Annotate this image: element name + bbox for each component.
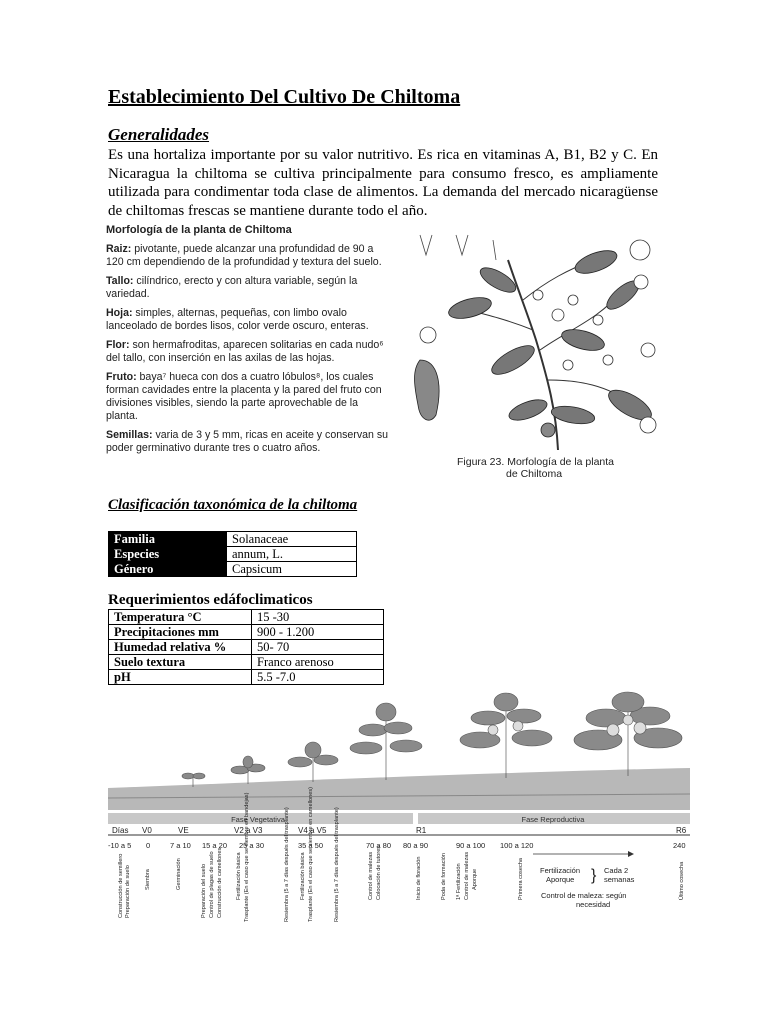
svg-text:Aporque: Aporque — [546, 875, 575, 884]
svg-text:1ª Fertilización: 1ª Fertilización — [456, 863, 462, 900]
figure-caption: Figura 23. Morfología de la planta de Chiltoma — [457, 456, 615, 480]
svg-text:Primera cosecha: Primera cosecha — [518, 858, 524, 900]
svg-text:80 a 90: 80 a 90 — [403, 841, 429, 850]
morph-item-tallo: Tallo: cilíndrico, erecto y con altura variable, según la variedad. — [106, 275, 358, 300]
svg-text:Fertilización básica: Fertilización básica — [236, 852, 242, 900]
fase-vegetativa-label: Fase Vegetativa — [231, 815, 285, 824]
svg-text:Trasplante (En el caso que se: Trasplante (En el caso que se siembre en camellones) — [308, 786, 314, 922]
crop-stages-diagram — [108, 690, 690, 930]
svg-text:-10 a 5: -10 a 5 — [108, 841, 132, 850]
svg-text:Poda de formación: Poda de formación — [441, 853, 447, 900]
svg-text:VE: VE — [178, 826, 189, 835]
svg-text:R6: R6 — [676, 826, 687, 835]
generalidades-paragraph: Es una hortaliza importante por su valor nutritivo. Es rica en vitaminas A, B1, B2 y C. En Nicaragua la chiltoma se cultiva principalmente para consumo fresco, es ampliamente utilizada para condimentar toda clase de alimentos. La demanda del mercado nicaragüense de chiltomas frescas se mantiene durante todo el año. — [108, 147, 658, 219]
svg-text:Días: Días — [112, 826, 129, 835]
svg-text:Preparación del suelo: Preparación del suelo — [201, 863, 207, 918]
svg-text:35 a 50: 35 a 50 — [298, 841, 324, 850]
svg-text:Resiembra (5 a 7 días después: Resiembra (5 a 7 días después del trasplante) — [284, 807, 290, 922]
svg-text:Control de maleza: según: Control de maleza: según — [541, 891, 627, 900]
taxonomy-table — [108, 531, 357, 577]
morph-item-hoja: Hoja: simples, alternas, pequeñas, con limbo ovalo lanceolado de bordes lisos, color verde oscuro, enteras. — [106, 307, 369, 332]
plant-morphology-illustration — [408, 220, 670, 452]
svg-text:}: } — [591, 867, 597, 884]
svg-text:0: 0 — [146, 841, 151, 850]
morph-item-fruto: Fruto: baya⁷ hueca con dos a cuatro lóbulos⁸, los cuales forman cavidades entre la placenta y la pared del fruto con divisiones visibles, siendo la parte aprovechable de la planta. — [106, 371, 382, 422]
table-row: Humedad relativa % 50- 70 — [109, 640, 384, 655]
page-title: Establecimiento Del Cultivo De Chiltoma — [108, 86, 461, 108]
svg-text:V4 a V5: V4 a V5 — [298, 826, 327, 835]
generalidades-heading: Generalidades — [108, 125, 210, 144]
stage-labels — [112, 826, 687, 835]
requirements-table — [108, 609, 384, 685]
table-row: Familia Solanaceae — [109, 532, 357, 547]
svg-text:Control de malezas: Control de malezas — [464, 851, 470, 900]
svg-text:semanas: semanas — [604, 875, 635, 884]
svg-text:Construcción de semillero: Construcción de semillero — [118, 853, 124, 918]
svg-text:Germinación: Germinación — [176, 858, 182, 890]
svg-text:15 a 20: 15 a 20 — [202, 841, 228, 850]
table-row: Temperatura °C 15 -30 — [109, 610, 384, 625]
svg-text:240: 240 — [673, 841, 686, 850]
svg-text:Resiembra (5 a 7 días después: Resiembra (5 a 7 días después del trasplante) — [334, 807, 340, 922]
fase-reproductiva-label: Fase Reproductiva — [521, 815, 585, 824]
svg-text:necesidad: necesidad — [576, 900, 611, 909]
svg-text:90 a 100: 90 a 100 — [456, 841, 486, 850]
clasificacion-heading: Clasificación taxonómica de la chiltoma — [108, 497, 358, 513]
table-row: Suelo textura Franco arenoso — [109, 655, 384, 670]
svg-text:Último cosecha: Último cosecha — [679, 861, 685, 900]
svg-text:V0: V0 — [142, 826, 152, 835]
svg-text:Inicio de floración: Inicio de floración — [416, 856, 422, 900]
svg-text:Preparación de suelo: Preparación de suelo — [125, 865, 131, 918]
morph-item-raiz: Raiz: pivotante, puede alcanzar una profundidad de 90 a 120 cm dependiendo de la profundidad y textura del suelo. — [106, 243, 382, 268]
day-labels — [108, 841, 686, 850]
svg-text:Siembra: Siembra — [145, 869, 151, 890]
svg-text:Colocación de tutores: Colocación de tutores — [376, 845, 382, 900]
morphology-title: Morfología de la planta de Chiltoma — [106, 224, 292, 236]
svg-text:100 a 120: 100 a 120 — [500, 841, 534, 850]
requerimientos-heading: Requerimientos edáfoclimaticos — [108, 592, 313, 608]
svg-text:25 a 30: 25 a 30 — [239, 841, 265, 850]
morph-item-flor: Flor: son hermafroditas, aparecen solitarias en cada nudo⁶ del tallo, con inserción en las axilas de las hojas. — [106, 339, 384, 364]
table-row: Especies annum, L. — [109, 547, 357, 562]
svg-text:Trasplante (En el caso que se: Trasplante (En el caso que se siembre en bandejas) — [244, 792, 250, 922]
svg-text:7 a 10: 7 a 10 — [170, 841, 191, 850]
svg-text:Aporque: Aporque — [472, 868, 478, 890]
svg-text:Construcción de camellones: Construcción de camellones — [217, 847, 223, 918]
svg-text:R1: R1 — [416, 826, 427, 835]
svg-text:Fertilización: Fertilización — [540, 866, 581, 875]
table-row: Precipitaciones mm 900 - 1.200 — [109, 625, 384, 640]
svg-text:70 a 80: 70 a 80 — [366, 841, 392, 850]
svg-text:Control de plagas de suelo: Control de plagas de suelo — [209, 851, 215, 918]
svg-text:Cada 2: Cada 2 — [604, 866, 629, 875]
table-row: pH 5.5 -7.0 — [109, 670, 384, 685]
morph-item-semillas: Semillas: varia de 3 y 5 mm, ricas en aceite y conservan su poder germinativo durante tres o cuatro años. — [106, 429, 389, 454]
fertilization-note — [533, 851, 635, 909]
table-row: Género Capsicum — [109, 562, 357, 577]
svg-text:Fertilización básica: Fertilización básica — [300, 852, 306, 900]
morphology-text-block — [106, 224, 390, 461]
svg-text:Control de malezas: Control de malezas — [368, 851, 374, 900]
svg-text:V2 a V3: V2 a V3 — [234, 826, 263, 835]
